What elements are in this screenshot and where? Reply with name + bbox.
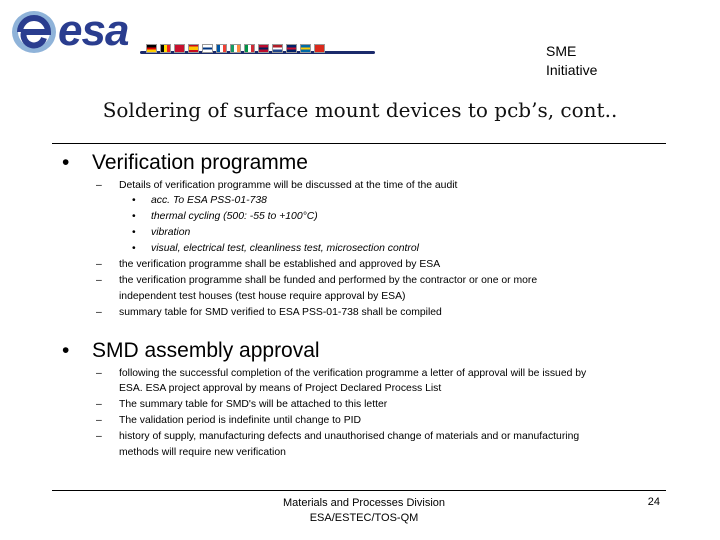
flag-norway — [258, 44, 269, 53]
dash-marker: – — [96, 275, 102, 286]
dash-marker: – — [96, 399, 102, 410]
list-item: the verification programme shall be established and approved by ESA — [119, 259, 441, 270]
logo-wordmark: esa — [58, 6, 129, 55]
sub-bullet: • — [132, 243, 136, 254]
footer-division: Materials and Processes Division — [282, 497, 445, 509]
section-bullet: • — [62, 339, 70, 362]
flag-belgium — [160, 44, 171, 53]
page-number: 24 — [647, 496, 660, 508]
sub-bullet: • — [132, 227, 136, 238]
slide-title: Soldering of surface mount devices to pcb’s, cont.. — [102, 98, 618, 122]
section-bullet: • — [62, 151, 70, 174]
list-item-continuation: independent test houses (test house require approval by ESA) — [119, 291, 406, 302]
list-item-continuation: ESA. ESA project approval by means of Project Declared Process List — [119, 383, 442, 394]
footer-divider — [52, 490, 666, 491]
footer-department: ESA/ESTEC/TOS-QM — [309, 512, 419, 524]
flag-finland — [202, 44, 213, 53]
corner-line-1: SME — [546, 43, 577, 59]
section-heading-text: SMD assembly approval — [92, 339, 320, 362]
corner-line-2: Initiative — [546, 62, 598, 78]
list-item: The summary table for SMD's will be attached to this letter — [119, 399, 388, 410]
list-item: the verification programme shall be funded and performed by the contractor or one or more — [119, 275, 538, 286]
flag-italy — [244, 44, 255, 53]
flag-switzerland — [314, 44, 325, 53]
title-divider — [52, 143, 666, 144]
flag-netherlands — [272, 44, 283, 53]
globe-icon — [10, 8, 60, 56]
sub-list-item: acc. To ESA PSS-01-738 — [151, 195, 267, 206]
flag-france — [216, 44, 227, 53]
list-item-continuation: methods will require new verification — [119, 447, 286, 458]
list-item: history of supply, manufacturing defects and unauthorised change of materials and or manufacturing — [119, 431, 580, 442]
list-item: summary table for SMD verified to ESA PSS-01-738 shall be compiled — [119, 307, 442, 318]
list-item: The validation period is indefinite until change to PID — [119, 415, 362, 426]
esa-logo — [8, 4, 370, 60]
dash-marker: – — [96, 431, 102, 442]
section-heading-text: Verification programme — [92, 151, 308, 174]
footer — [244, 496, 484, 526]
list-item: following the successful completion of the verification programme a letter of approval will be issued by — [119, 368, 587, 379]
section-heading-verification — [62, 151, 308, 175]
list-item: Details of verification programme will be discussed at the time of the audit — [119, 180, 458, 191]
flag-germany — [146, 44, 157, 53]
dash-marker: – — [96, 307, 102, 318]
dash-marker: – — [96, 368, 102, 379]
sub-bullet: • — [132, 195, 136, 206]
sub-list-item: vibration — [151, 227, 191, 238]
dash-marker: – — [96, 180, 102, 191]
sub-list-item: thermal cycling (500: -55 to +100°C) — [151, 211, 318, 222]
flag-spain — [188, 44, 199, 53]
section-heading-smd-approval — [62, 339, 320, 363]
flag-sweden — [300, 44, 311, 53]
flag-ireland — [230, 44, 241, 53]
flag-uk — [286, 44, 297, 53]
member-flags — [146, 44, 325, 53]
dash-marker: – — [96, 259, 102, 270]
flag-denmark — [174, 44, 185, 53]
dash-marker: – — [96, 415, 102, 426]
sub-list-item: visual, electrical test, cleanliness test, microsection control — [151, 243, 419, 254]
sme-initiative-label — [546, 42, 597, 80]
sub-bullet: • — [132, 211, 136, 222]
